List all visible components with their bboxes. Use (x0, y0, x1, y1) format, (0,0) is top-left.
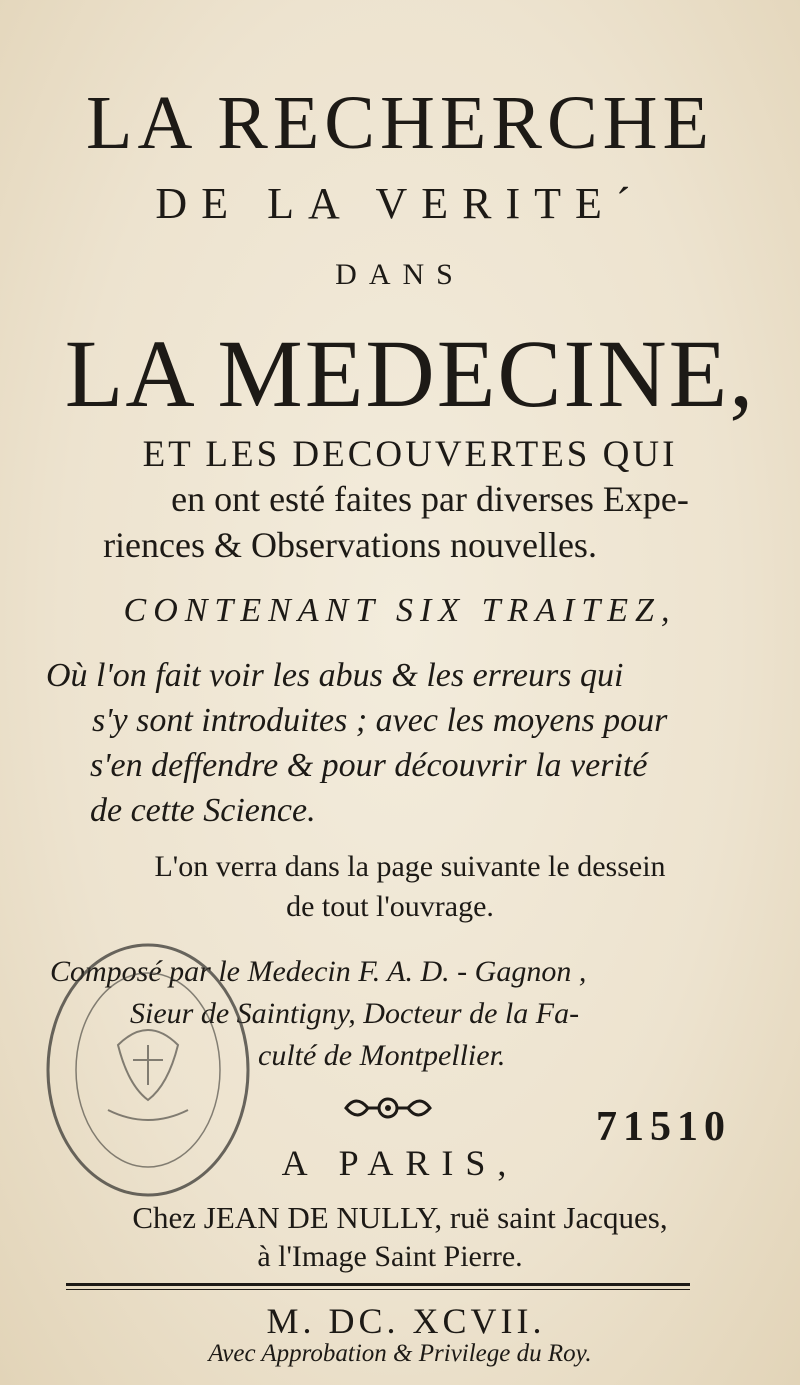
author-line-3: culté de Montpellier. (258, 1039, 506, 1072)
imprint-sign: à l'Image Saint Pierre. (257, 1240, 523, 1273)
imprint-date: M. DC. XCVII. (266, 1301, 546, 1341)
divider-rule-thin (66, 1289, 690, 1290)
title-line-1: LA RECHERCHE (86, 81, 714, 165)
title-line-3: DANS (335, 258, 465, 291)
imprint-approbation: Avec Approbation & Privilege du Roy. (208, 1340, 592, 1367)
imprint-city: A PARIS, (281, 1143, 519, 1183)
contents-line-2: s'y sont introduites ; avec les moyens pour (92, 702, 668, 739)
contents-line-4: de cette Science. (90, 792, 316, 829)
fleuron-ornament-icon (340, 1088, 436, 1128)
author-line-1: Composé par le Medecin F. A. D. - Gagnon , (50, 955, 587, 988)
contents-line-3: s'en deffendre & pour découvrir la verité (90, 747, 648, 784)
title-line-2: DE LA VERITE´ (155, 179, 645, 228)
contents-heading: CONTENANT SIX TRAITEZ, (123, 592, 677, 629)
contents-line-1: Où l'on fait voir les abus & les erreurs qui (46, 657, 624, 694)
shelfmark-number: 71510 (596, 1104, 731, 1150)
title-line-4: LA MEDECINE, (64, 320, 756, 427)
divider-rule-thick (66, 1283, 690, 1286)
plan-line-2: de tout l'ouvrage. (286, 890, 494, 923)
subtitle-line-2: en ont esté faites par diverses Expe- (171, 479, 689, 519)
plan-line-1: L'on verra dans la page suivante le dessein (154, 850, 666, 883)
imprint-publisher: Chez JEAN DE NULLY, ruë saint Jacques, (132, 1200, 668, 1235)
author-line-2: Sieur de Saintigny, Docteur de la Fa- (130, 997, 580, 1030)
subtitle-line-3: riences & Observations nouvelles. (103, 525, 597, 565)
subtitle-line-1: ET LES DECOUVERTES QUI (142, 434, 678, 475)
